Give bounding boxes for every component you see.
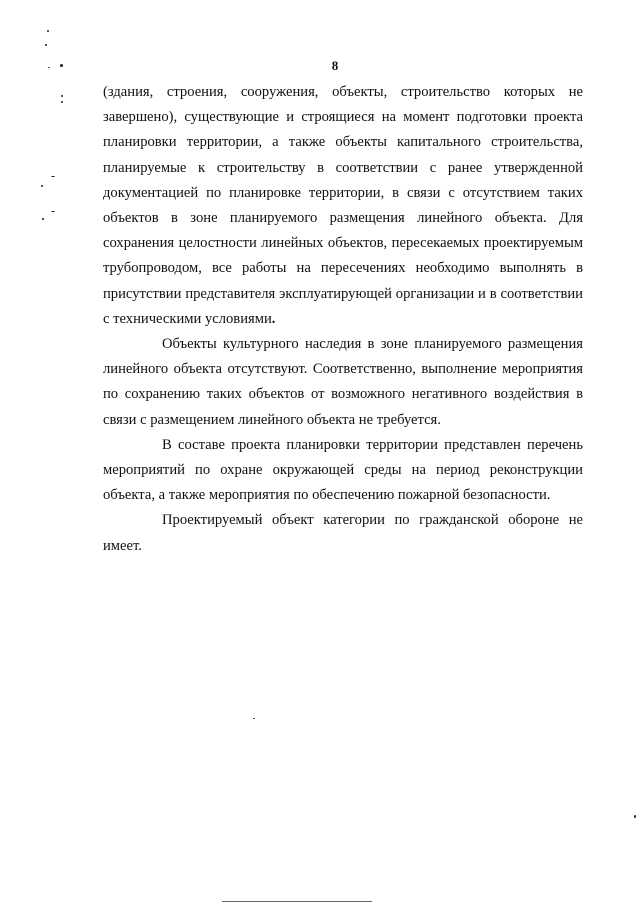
scan-speck: [61, 95, 63, 97]
scan-line: [222, 901, 372, 902]
page-number: 8: [331, 58, 339, 73]
scan-speck: [45, 44, 47, 46]
paragraph-1: [103, 80, 583, 332]
paragraph-2: Объекты культурного наследия в зоне планируемого размещения линейного объекта отсутствуют. Соответственно, выполнение мероприятия по сохранению таких объектов от возможного негативного воздействия в связи с размещением линейного объекта не требуется.: [103, 336, 583, 428]
paragraph-1-text: (здания, строения, сооружения, объекты, строительство которых не завершено), существующие и строящиеся на момент подготовки проекта планировки территории, а также объекты капитального строительства, планируемые к строительству в соответствии с ранее утвержденной документацией по планировке территории, в связи с отсутствием таких объектов в зоне планируемого размещения линейного объекта. Для сохранения целостности линейных объектов, пересекаемых проектируемым трубопроводом, все работы на пересечениях необходимо выполнять в присутствии представителя эксплуатирующей организации и в соответствии с техническими условиями: [103, 84, 583, 327]
paragraph-3: В составе проекта планировки территории представлен перечень мероприятий по охране окружающей среды на период реконструкции объекта, а также мероприятия по обеспечению пожарной безопасности.: [103, 436, 583, 504]
scan-speck: [41, 185, 43, 187]
scan-speck: [51, 176, 55, 177]
paragraph-1-end-mark: .: [271, 310, 276, 327]
scan-speck: [47, 30, 49, 32]
body-text: [103, 80, 583, 559]
scan-speck: [634, 815, 636, 818]
scan-speck: [42, 218, 44, 220]
scan-speck: [51, 211, 55, 212]
paragraph-4: Проектируемый объект категории по гражданской обороне не имеет.: [103, 512, 583, 554]
scan-speck: [61, 101, 63, 103]
scan-speck: [253, 718, 255, 719]
